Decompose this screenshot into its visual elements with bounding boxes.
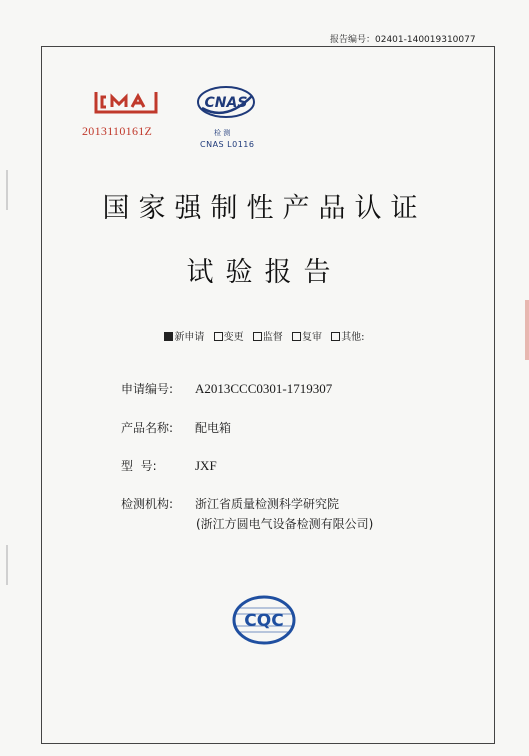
checkbox-supervision: 监督 <box>253 332 283 343</box>
cnas-logo-text: CNAS <box>204 95 248 111</box>
checkbox-icon <box>292 332 301 341</box>
testing-org-row <box>121 495 339 512</box>
checkbox-new-application: 新申请 <box>164 332 204 343</box>
page-title: 国家强制性产品认证 <box>102 193 427 224</box>
cnas-sub-label: 检 测 <box>214 129 231 137</box>
checkbox-icon <box>164 332 173 341</box>
application-type-checkboxes <box>0 328 529 343</box>
application-number-value: A2013CCC0301-1719307 <box>195 381 333 396</box>
checkbox-change: 变更 <box>214 332 244 343</box>
checkbox-review: 复审 <box>292 332 322 343</box>
model-value: JXF <box>195 458 217 473</box>
cma-logo-icon <box>92 88 160 116</box>
product-name-row <box>121 419 231 436</box>
binder-mark-bottom <box>6 545 8 585</box>
cnas-code: CNAS L0116 <box>200 140 255 149</box>
checkbox-icon <box>253 332 262 341</box>
cma-number: 2013110161Z <box>82 124 153 138</box>
cnas-logo-icon <box>194 82 258 122</box>
testing-org-label: 检测机构: <box>121 497 174 511</box>
cqc-logo-text: CQC <box>244 611 284 631</box>
testing-org-subname: (浙江方圆电气设备检测有限公司) <box>196 517 374 531</box>
page-subtitle: 试验报告 <box>186 257 343 288</box>
checkbox-icon <box>214 332 223 341</box>
checkbox-icon <box>331 332 340 341</box>
report-number: 报告编号：02401-140019310077 <box>330 35 476 45</box>
model-label: 型 号: <box>121 459 157 473</box>
product-name-value: 配电箱 <box>195 421 232 435</box>
checkbox-other: 其他: <box>331 332 364 343</box>
application-number-row <box>121 380 332 397</box>
cqc-logo-icon <box>231 594 297 646</box>
application-number-label: 申请编号: <box>121 382 174 396</box>
model-row <box>121 457 217 474</box>
testing-org-value: 浙江省质量检测科学研究院 <box>195 497 340 511</box>
product-name-label: 产品名称: <box>121 421 174 435</box>
